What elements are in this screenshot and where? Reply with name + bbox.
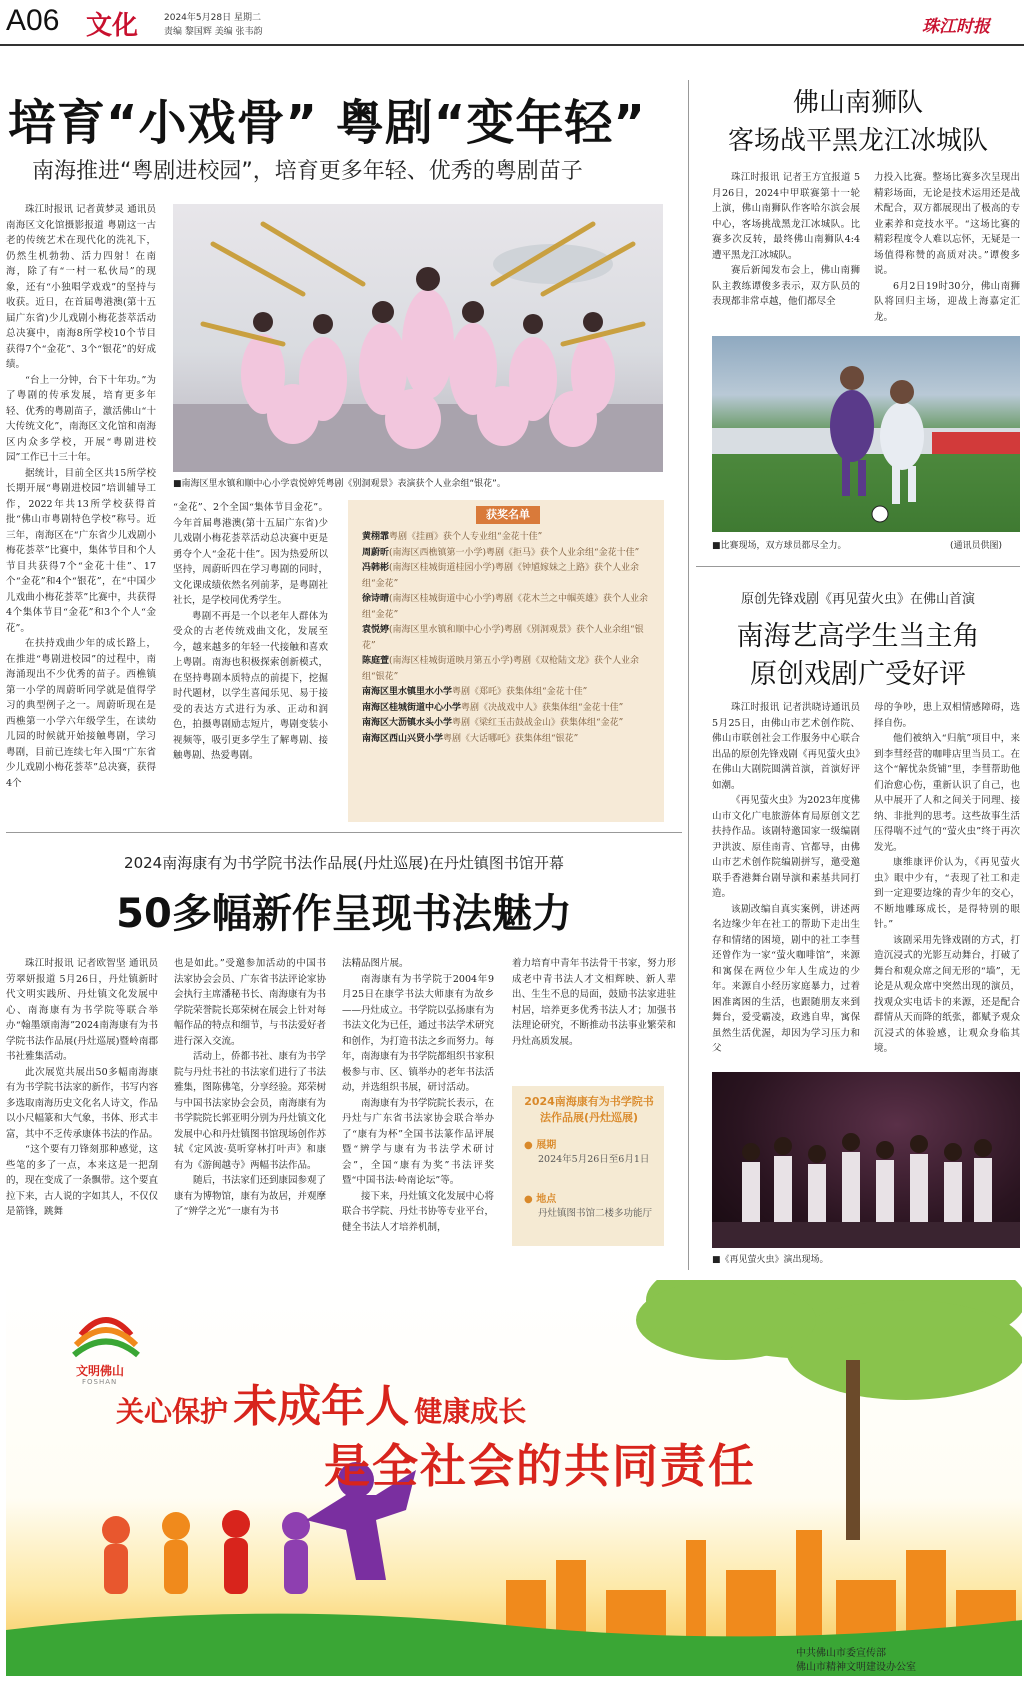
calligraphy-headline: 50多幅新作呈现书法魅力 — [116, 891, 572, 937]
award-item: 南海区里水镇里水小学粤剧《郑吒》获集体组“金花十佳” — [362, 687, 588, 697]
paragraph: “金花”、2个全国“集体节目金花”。今年首届粤港澳(第十五届广东省)少儿戏剧小梅花荟萃活动总决赛中更是勇夺个人“金花十佳”。因为热爱所以坚持，周蔚昕四在学习粤剧的同时，文化课成绩依然名列前茅，是粤剧社社长，是学校同优秀学生。 — [173, 502, 328, 606]
drama-stage-photo — [712, 1072, 1020, 1248]
paragraph: 《再见萤火虫》为2023年度佛山市文化广电旅游体育局原创文艺扶持作品。该剧特邀国家一级编剧尹洪波、原佳南青、官都导，由佛山市艺术创作院编剧拼写，邀受邀联手香港舞台剧导演和素基共同打造。 — [712, 795, 860, 899]
paragraph: 据统计，目前全区共15所学校长期开展“粤剧进校园”培训辅导工作，2022年共13所学校获得首批“佛山市粤剧特色学校”称号。近三年，南海区在“广东省少儿戏剧小梅花荟萃”比赛中，集体节目和个人节目共获得7个“金花十佳”、17个“金花”和4个“银花”，在“中国少儿戏曲小梅花荟萃”比赛中，共获得4个集体节目“金花”和3个个人“金花”。 — [6, 467, 156, 634]
paragraph: 着力培育中青年书法骨干书家，努力形成老中青书法人才文相辉映、新人辈出、生生不息的局面，鼓励书法家进驻村居，培养更多优秀书法人才；加强书法理论研究，不断推动书法事业繁荣和丹灶高质发展。 — [512, 958, 676, 1047]
ad-slogan-part: 健康成长 — [414, 1395, 527, 1428]
paragraph: 随后，书法家们还到康园参观了康有为博物馆，康有为故居，并观摩了“辨学之光”一康有为书 — [174, 1175, 326, 1217]
ad-credit-2: 佛山市精神文明建设办公室 — [796, 1662, 916, 1673]
lead-column-1 — [6, 202, 156, 827]
lion-photo-caption: ■比赛现场，双方球员都尽全力。 — [712, 541, 847, 551]
calligraphy-column-3 — [342, 956, 494, 1256]
award-item: 周蔚昕(南海区西樵镇第一小学)粤剧《拒马》获个人业余组“金花十佳” — [362, 547, 640, 558]
exhibition-date-label: ● 展期 — [524, 1140, 557, 1151]
ad-logo-subtext: FOSHAN — [82, 1378, 118, 1386]
paragraph: 珠江时报讯 记者洪晓诗通讯员 5月25日，由佛山市艺术创作院、佛山市联创社会工作服务中心联合出品的原创先锋戏剧《再见萤火虫》在佛山大剧院圆满首演，首演好评如潮。 — [712, 702, 860, 791]
lead-column-2 — [173, 500, 328, 822]
paragraph: “这个要有刀锋刻那种感觉，这些笔的多了一点，本来这是一把刮的，现在变成了一条飘带。这个要直拉下来，古人说的字如其人，不仅仅是箭锋，跳舞 — [6, 1144, 158, 1217]
ad-slogan-line1 — [116, 1370, 526, 1434]
exhibition-date-value: 2024年5月26日至6月1日 — [538, 1154, 650, 1165]
awards-list — [362, 530, 652, 747]
paragraph: 粤剧不再是一个以老年人群体为受众的古老传统戏曲文化，发展至今，越来越多的年轻一代接触和喜欢上粤剧。南海也积极探索创新模式，在坚持粤剧本质特点的前提下，挖掘时代题材，以学生喜闻乐见、易于接受的表达方式进行为承、正动和润色，拍摄粤剧励志短片，粤剧变装小视频等，吸引更多学生了解粤剧、接触粤剧、热爱粤剧。 — [173, 610, 328, 761]
lion-photo-credit: (通讯员供图) — [950, 541, 1003, 551]
paragraph: 赛后新闻发布会上，佛山南狮队主教练谭俊多表示，双方队员的表现都非常卓越，他们都尽全 — [712, 265, 860, 307]
paragraph: 他们被纳入“归航”项目中，来到李彗经营的咖啡店里当员工。在这个“解忧杂货铺”里，李彗帮助他们治愈心伤，重新认识了自己，也从中展开了人和之间关于同理、接纳、非批判的思考。这些故事生活压得喘不过气的“萤火虫”终于再次发光。 — [874, 733, 1020, 853]
opera-scene-illustration — [173, 204, 663, 472]
section-divider — [6, 832, 682, 833]
paragraph: 活动上，侨都书社、康有为书学院与丹灶书社的书法家们进行了书法雅集，图陈佛笔，分享经验。郑荣树与中国书法家协会会员，南海康有为书学院院长郭亚明分别为丹灶镇文化发展中心和丹灶镇图书馆现场创作苏轼《定风波·莫听穿林打叶声》和康有为《游闽越寺》两幅书法作品。 — [174, 1051, 326, 1171]
exhibition-venue-value: 丹灶镇图书馆二楼多功能厅 — [538, 1208, 653, 1219]
drama-scene-illustration — [712, 1072, 1020, 1248]
lion-headline-line1: 佛山南狮队 — [792, 88, 923, 118]
paragraph: 法精品图片展。 — [342, 958, 409, 969]
drama-column-2 — [874, 700, 1020, 1066]
lead-headline: 培育“小戏骨” 粤剧“变年轻” — [8, 95, 646, 151]
issue-date: 2024年5月28日 星期二 — [164, 13, 261, 23]
column-divider — [688, 80, 689, 1270]
football-match-photo — [712, 336, 1020, 532]
public-service-ad — [6, 1280, 1022, 1676]
ad-logo-text: 文明佛山 — [76, 1364, 125, 1378]
lion-column-2 — [874, 170, 1020, 332]
paragraph: 珠江时报讯 记者欧智坚 通讯员劳翠妍报道 5月26日，丹灶镇新时代文明实践所、丹灶镇文化发展中心、南海康有为书学院等联合举办“翰墨颂南海”2024南海康有为书学院书法作品展(丹灶巡展)暨岭南郡书社雅集活动。 — [6, 958, 158, 1062]
paragraph: 也是如此。”受邀参加活动的中国书法家协会会员、广东省书法评论家协会执行主席潘秘书长、南海康有为书学院荣誉院长郑荣树在展会上针对每幅作品的特点和细节，与书法爱好者进行深入交流。 — [174, 958, 326, 1047]
calligraphy-column-2 — [174, 956, 326, 1256]
award-item: 陈庭萱(南海区桂城街道映月第五小学)粤剧《双枪陆文龙》获个人业余组“银花” — [362, 656, 640, 682]
paragraph: 母的争吵，患上双相情感障碍，选择自伤。 — [874, 702, 1020, 729]
lead-subtitle: 南海推进“粤剧进校园”，培育更多年轻、优秀的粤剧苗子 — [32, 159, 583, 184]
award-item: 袁悦婷(南海区里水镇和顺中心小学)粤剧《别洞观景》获个人业余组“银花” — [362, 625, 644, 651]
award-item: 黄栩霏粤剧《挂画》获个人专业组“金花十佳” — [362, 532, 543, 542]
page-number: A06 — [6, 4, 60, 37]
football-scene-illustration — [712, 336, 1020, 532]
ad-credit-1: 中共佛山市委宣传部 — [796, 1648, 886, 1659]
exhibition-venue-label: ● 地点 — [524, 1194, 557, 1205]
ad-slogan-part: 关心保护 — [116, 1395, 229, 1428]
drama-column-1 — [712, 700, 860, 1066]
paragraph: 此次展览共展出50多幅南海康有为书学院书法家的新作，书写内容多选取南海历史文化名人诗文，作品以小尺幅篆和大气象，书体、形式丰富，其中不乏传承康体书法的作品。 — [6, 1066, 158, 1140]
award-item: 南海区西山兴贤小学粤剧《大话哪吒》获集体组“银花” — [362, 733, 579, 744]
paragraph: 南海康有为书学院于2004年9月25日在康学书法大师康有为故乡——丹灶成立。书学院以弘扬康有为书法文化为已任，通过书法学术研究和创作，为打造书法之乡而努力。每年，南海康有为书学院都组织书家积极参与市、区、镇举办的老年书法活动，并选组织书展，研讨活动。 — [342, 973, 494, 1093]
calligraphy-column-1 — [6, 956, 158, 1256]
lion-column-1 — [712, 170, 860, 332]
paragraph: 康维康评价认为，《再见萤火虫》眼中少有，“表现了社工和走到一定迎要边缘的青少年的交心，不断地雕琢成长，是得特别的眼针。” — [874, 857, 1020, 930]
exhibition-info-title: 2024南海康有为书学院书法作品展(丹灶巡展) — [524, 1095, 654, 1124]
lion-headline-line2: 客场战平黑龙江冰城队 — [727, 126, 988, 156]
calligraphy-kicker: 2024南海康有为书学院书法作品展(丹灶巡展)在丹灶镇图书馆开幕 — [124, 854, 564, 872]
paragraph: “台上一分钟，台下十年功。”为了粤剧的传承发展，培育更多年轻、优秀的粤剧苗子，激活佛山“十大传统文化”，南海区文化馆和南海区内众多学校，开展“粤剧进校园”工作已十三十年。 — [6, 374, 156, 463]
awards-title: 获奖名单 — [476, 506, 540, 524]
paragraph: 力投入比赛。整场比赛多次呈现出精彩场面，无论是技术运用还是战术配合，双方都展现出了极高的专业素养和竞技水平。“这场比赛的精彩程度令人难以忘怀，无疑是一场值得称赞的高质对决。”谭俊多说。 — [874, 172, 1020, 276]
page-header — [0, 0, 1024, 44]
drama-headline-line1: 南海艺高学生当主角 — [736, 621, 980, 652]
ad-slogan-line2: 是全社会的共同责任 — [324, 1439, 756, 1493]
award-item: 徐诗晴(南海区桂城街道中心小学)粤剧《花木兰之中帼英雄》获个人业余组“金花” — [362, 594, 649, 620]
paragraph: 珠江时报讯 记者黄梦灵 通讯员南海区文化馆摄影报道 粤剧这一古老的传统艺术在现代化的洗礼下，仍然生机勃勃、活力四射！在南海，除了有“一村一私伙局”的现象，还有“小独唱学戏戏”的坚持与收获。近日，在首届粤港澳(第十五届广东省)少儿戏剧小梅花荟萃活动总决赛中，南海8所学校10个节目获得7个“金花”、3个“银花”的好成绩。 — [6, 204, 156, 370]
award-item: 南海区桂城街道中心小学粤剧《决战戏中人》获集体组“金花十佳” — [362, 702, 624, 713]
exhibition-info-box — [512, 1086, 664, 1246]
section-name: 文化 — [86, 11, 139, 41]
drama-headline-line2: 原创戏剧广受好评 — [750, 659, 966, 690]
award-item: 南海区大沥镇水头小学粤剧《梁红玉击鼓战金山》获集体组“金花” — [362, 718, 624, 728]
header-divider — [0, 44, 1024, 46]
opera-performance-photo — [173, 204, 663, 472]
paragraph: 该剧改编自真实案例，讲述两名边缘少年在社工的帮助下走出生存和情绪的困境，剧中的社工李彗还曾作为一家“萤火咖啡馆”，来源和寓保在两位少年人生成边的少年。来源自小经历家庭暴力，过着困准离困的生活，也跟随朋友来到舞台，爱受霸凌，政逃自卑，寓保虽然生活优渥，却因为学习压力和父 — [712, 903, 860, 1054]
paragraph: 在扶持戏曲少年的成长路上，在推进“粤剧进校园”的过程中，南海涌现出不少优秀的苗子。西樵镇第一小学的周蔚昕同学就是值得学习的典型例子之一。周蔚昕现在是西樵第一小学六年级学生，在读幼儿园的时候就开始接触粤剧，学习粤剧，目前已连续七年入围“广东省少儿戏剧小梅花荟萃”总决赛，获得4个 — [6, 638, 156, 789]
drama-photo-caption: ■《再见萤火虫》演出现场。 — [712, 1255, 829, 1265]
editors: 责编 黎国辉 美编 张韦韵 — [164, 27, 263, 37]
section-divider — [696, 566, 1020, 567]
lead-photo-caption: ■南海区里水镇和顺中心小学袁悦婷凭粤剧《别洞观景》表演获个人业余组“银花”。 — [173, 479, 506, 489]
paragraph: 接下来，丹灶镇文化发展中心将联合书学院、丹灶书协等专业平台，健全书法人才培养机制， — [342, 1190, 494, 1233]
paragraph: 珠江时报讯 记者王方宜报道 5月26日，2024中甲联赛第十一轮上演，佛山南狮队作客哈尔滨会展中心，客场挑战黑龙江冰城队。比赛多次反转，最终佛山南狮队4:4遭平黑龙江冰城队。 — [712, 172, 860, 261]
paragraph: 6月2日19时30分，佛山南狮队将回归主场，迎战上海嘉定汇龙。 — [874, 280, 1020, 323]
drama-kicker: 原创先锋戏剧《再见萤火虫》在佛山首演 — [740, 592, 975, 607]
awards-box — [348, 500, 664, 822]
ad-slogan-part: 未成年人 — [233, 1381, 410, 1432]
calligraphy-column-4 — [512, 956, 676, 1052]
award-item: 冯韩彬(南海区桂城街道桂园小学)粤剧《钟馗嫁妹之上路》获个人业余组“金花” — [362, 563, 640, 589]
paragraph: 该剧采用先锋戏剧的方式，打造沉浸式的光影互动舞台，打破了舞台和观众席之间无形的“墙”，无论是从观众席中突然出现的演员，找观众实电话卡的来源，还是配合群情从天而降的纸张，都赋予观众沉浸式的体验感，让观众身临其境。 — [874, 934, 1020, 1054]
paper-logo: 珠江时报 — [922, 17, 990, 37]
paragraph: 南海康有为书学院院长表示，在丹灶与广东省书法家协会联合举办了“康有为杯”全国书法篆作品评展暨“辨学与康有为书法学术研讨会”，全国“康有为奖”书法评奖暨“中国书法·岭南论坛”等。 — [342, 1097, 494, 1186]
